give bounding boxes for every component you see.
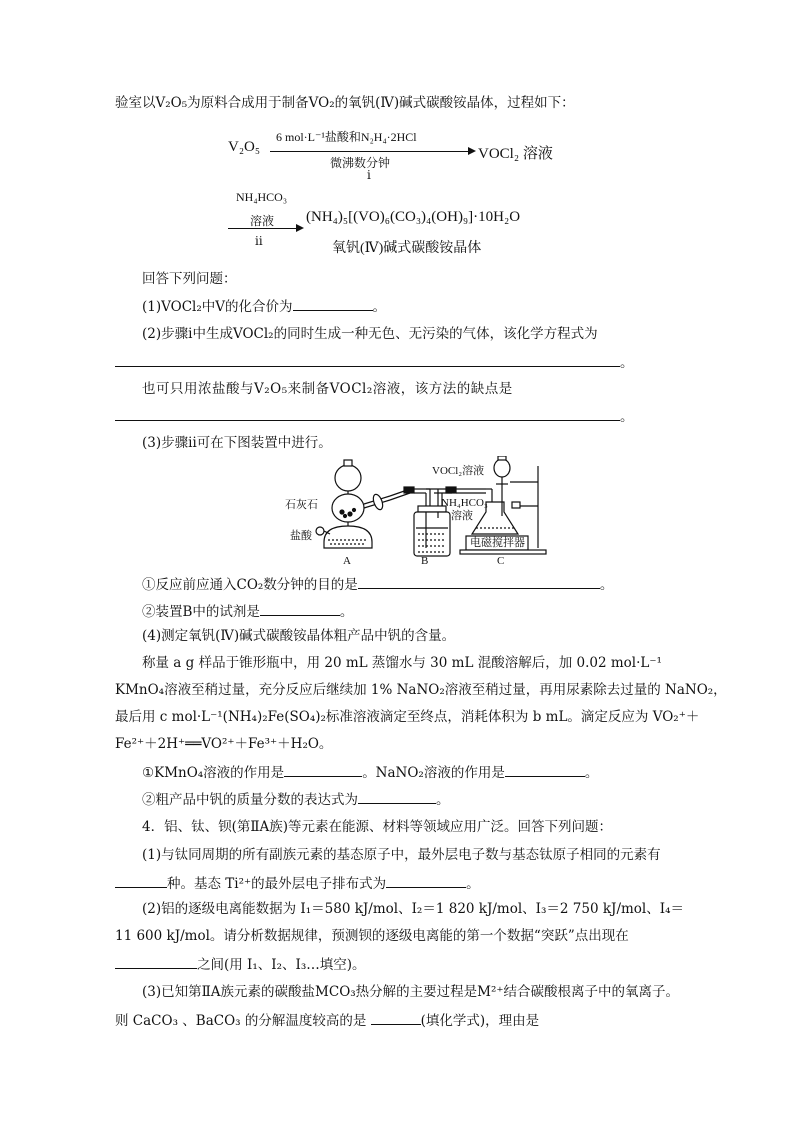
answer-blank-q3-2[interactable]	[260, 601, 340, 616]
reaction-arrow-1-head	[468, 147, 476, 155]
answer-blank-q1[interactable]	[293, 296, 373, 311]
kipp-generator-a	[316, 460, 390, 548]
problem-4-part-3a: (3)已知第ⅡA族元素的碳酸盐MCO₃热分解的主要过程是M²⁺结合碳酸根离子中的氧离子。	[142, 984, 680, 1000]
label-vocl2-solution: VOCl₂溶液	[432, 465, 485, 477]
wash-bottle-b	[414, 506, 450, 556]
problem-4-part-1b: 种。基态 Ti²⁺的最外层电子排布式为 。	[115, 873, 480, 893]
answer-blank-p4-1-config[interactable]	[386, 873, 466, 888]
problem-4-part-2c: 之间(用 I₁、I₂、I₃…填空)。	[115, 954, 366, 974]
question-3: (3)步骤ⅱ可在下图装置中进行。	[142, 435, 332, 451]
question-4: (4)测定氧钒(Ⅳ)碱式碳酸铵晶体粗产品中钒的含量。	[142, 628, 456, 644]
arrow1-conditions-bottom: 微沸数分钟	[330, 156, 391, 170]
answer-blank-q3-1[interactable]	[358, 574, 600, 589]
reactant-v2o5: V₂O₅	[228, 139, 261, 155]
answer-blank-q2-equation[interactable]	[115, 352, 620, 367]
answer-blank-p4-1-count[interactable]	[115, 873, 167, 888]
answer-blank-q4-1-nano2[interactable]	[505, 762, 585, 777]
question-4-1: ①KMnO₄溶液的作用是 。NaNO₂溶液的作用是 。	[142, 762, 598, 782]
question-2-answer: 。	[115, 352, 634, 372]
problem-4-title: 4．铝、钛、钡(第ⅡA族)等元素在能源、材料等领域应用广泛。回答下列问题：	[142, 819, 613, 835]
arrow1-conditions-top: 6 mol·L⁻¹盐酸和N₂H₄·2HCl	[276, 130, 417, 144]
question-4-para-4: Fe²⁺＋2H⁺══VO²⁺＋Fe³⁺＋H₂O。	[115, 736, 333, 752]
arrow2-reagent-line2: 溶液	[250, 214, 275, 228]
label-limestone: 石灰石	[285, 499, 318, 511]
question-1: (1)VOCl₂中V的化合价为 。	[142, 296, 386, 316]
product-vocl2: VOCl₂ 溶液	[478, 146, 553, 162]
question-4-para-3: 最后用 c mol·L⁻¹(NH₄)₂Fe(SO₄)₂标准溶液滴定至终点，消耗体积为 b mL。滴定反应为 VO₂⁺＋	[115, 709, 700, 725]
label-a: A	[343, 555, 351, 567]
label-magnetic-stirrer: 电磁搅拌器	[470, 537, 525, 549]
reaction-arrow-2	[228, 228, 298, 229]
questions-header: 回答下列问题：	[142, 271, 237, 287]
intro-text: 验室以V₂O₅为原料合成用于制备VO₂的氧钒(Ⅳ)碱式碳酸铵晶体，过程如下：	[115, 95, 575, 111]
question-2b: 也可只用浓盐酸与V₂O₅来制备VOCl₂溶液，该方法的缺点是	[142, 381, 513, 397]
label-b: B	[421, 555, 429, 567]
reaction-arrow-1	[270, 151, 470, 152]
step-ii-label: ⅱ	[255, 234, 263, 248]
product-ammonium-vanadyl: (NH₄)₅[(VO)₆(CO₃)₄(OH)₉]·10H₂O	[306, 209, 521, 225]
problem-4-part-1a: (1)与钛同周期的所有副族元素的基态原子中，最外层电子数与基态钛原子相同的元素有	[142, 847, 661, 863]
problem-4-part-2b: 11 600 kJ/mol。请分析数据规律，预测钡的逐级电离能的第一个数据“突跃”点出现在	[115, 928, 629, 944]
reaction-arrow-2-head	[296, 224, 304, 232]
problem-4-part-3b: 则 CaCO₃ 、BaCO₃ 的分解温度较高的是 (填化学式)，理由是	[115, 1010, 539, 1030]
label-c: C	[497, 555, 505, 567]
problem-4-part-2a: (2)铝的逐级电离能数据为 I₁＝580 kJ/mol、I₂＝1 820 kJ/mol、I₃＝2 750 kJ/mol、I₄＝	[142, 901, 684, 917]
answer-blank-p4-2[interactable]	[115, 954, 197, 969]
question-2b-answer: 。	[115, 406, 634, 426]
question-3-2: ②装置B中的试剂是 。	[142, 601, 353, 621]
label-nh4hco3-solution: 溶液	[451, 510, 473, 522]
question-4-para-1: 称量 a g 样品于锥形瓶中，用 20 mL 蒸馏水与 30 mL 混酸溶解后，加 0.02 mol·L⁻¹	[142, 655, 662, 671]
answer-blank-q4-2[interactable]	[358, 789, 436, 804]
question-3-1: ①反应前应通入CO₂数分钟的目的是 。	[142, 574, 613, 594]
answer-blank-q2b[interactable]	[115, 406, 620, 421]
arrow2-reagent-line1: NH₄HCO₃	[236, 190, 288, 204]
label-nh4hco3: NH₄HCO₃	[441, 497, 488, 509]
question-4-para-2: KMnO₄溶液至稍过量，充分反应后继续加 1% NaNO₂溶液至稍过量，再用尿素除去过量的 NaNO₂，	[115, 682, 727, 698]
question-2: (2)步骤ⅰ中生成VOCl₂的同时生成一种无色、无污染的气体，该化学方程式为	[142, 326, 598, 342]
product-name: 氧钒(Ⅳ)碱式碳酸铵晶体	[332, 241, 482, 256]
answer-blank-p4-3[interactable]	[371, 1010, 421, 1025]
answer-blank-q4-1-kmno4[interactable]	[284, 762, 362, 777]
label-hydrochloric-acid: 盐酸	[290, 530, 312, 542]
step-i-label: ⅰ	[367, 168, 371, 182]
question-4-2: ②粗产品中钒的质量分数的表达式为 。	[142, 789, 450, 809]
